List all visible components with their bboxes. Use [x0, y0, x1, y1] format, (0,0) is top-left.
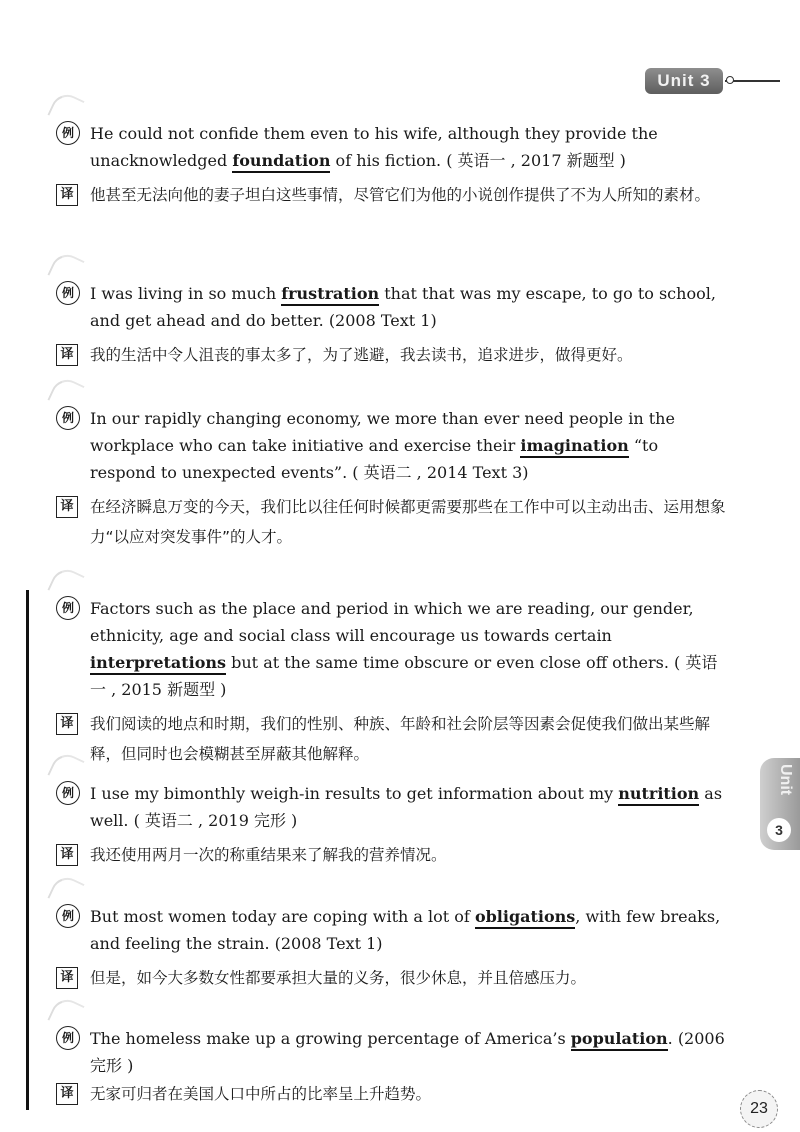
keyword: interpretations	[90, 653, 226, 675]
example-marker-icon: 例	[56, 406, 80, 430]
translation-marker-icon: 译	[56, 844, 78, 866]
translation-marker-icon: 译	[56, 496, 78, 518]
translation-marker-icon: 译	[56, 344, 78, 366]
example-block	[48, 120, 728, 210]
side-unit-word: Unit	[777, 764, 794, 796]
left-margin-bar	[26, 590, 29, 1110]
example-sentence	[48, 280, 728, 334]
translation-text: 但是，如今大多数女性都要承担大量的义务，很少休息，并且倍感压力。	[90, 969, 587, 987]
example-block	[48, 903, 728, 993]
example-block	[48, 405, 728, 552]
translation-text: 我还使用两月一次的称重结果来了解我的营养情况。	[90, 846, 447, 864]
keyword: foundation	[232, 151, 330, 173]
translation	[48, 840, 728, 870]
translation	[48, 709, 728, 769]
side-unit-tab	[760, 758, 800, 850]
translation-text: 他甚至无法向他的妻子坦白这些事情，尽管它们为他的小说创作提供了不为人所知的素材。	[90, 186, 711, 204]
example-block	[48, 780, 728, 870]
translation-text: 我的生活中令人沮丧的事太多了，为了逃避，我去读书，追求进步，做得更好。	[90, 346, 633, 364]
example-block	[48, 1025, 728, 1109]
example-text: But most women today are coping with a lot of	[90, 907, 475, 926]
unit-header-tab: Unit 3	[645, 68, 723, 94]
example-sentence	[48, 903, 728, 957]
translation-text: 无家可归者在美国人口中所占的比率呈上升趋势。	[90, 1085, 432, 1103]
example-marker-icon: 例	[56, 121, 80, 145]
example-sentence	[48, 405, 728, 486]
translation	[48, 340, 728, 370]
example-text: as well. ( 英语二 , 2019 完形 )	[90, 784, 723, 830]
example-text: He could not confide them even to his wife, although they provide the unacknowledged	[90, 124, 658, 170]
translation	[48, 180, 728, 210]
example-text: “to respond to unexpected events”. ( 英语二 , 2014 Text 3)	[90, 436, 659, 482]
example-text: but at the same time obscure or even close off others. ( 英语一 , 2015 新题型 )	[90, 653, 718, 699]
translation-marker-icon: 译	[56, 184, 78, 206]
example-text: . (2006 完形 )	[90, 1029, 725, 1075]
example-sentence	[48, 595, 728, 703]
example-marker-icon: 例	[56, 1026, 80, 1050]
example-marker-icon: 例	[56, 596, 80, 620]
example-marker-icon: 例	[56, 281, 80, 305]
translation-text: 在经济瞬息万变的今天，我们比以往任何时候都更需要那些在工作中可以主动出击、运用想象力“以应对突发事件”的人才。	[90, 498, 726, 546]
example-text: that that was my escape, to go to school, and get ahead and do better. (2008 Text 1)	[90, 284, 716, 330]
example-text: of his fiction. ( 英语一 , 2017 新题型 )	[330, 151, 626, 170]
translation-marker-icon: 译	[56, 1083, 78, 1105]
example-text: I was living in so much	[90, 284, 282, 303]
keyword: population	[571, 1029, 668, 1051]
example-text: , with few breaks, and feeling the strain. (2008 Text 1)	[90, 907, 721, 953]
example-block	[48, 595, 728, 769]
side-unit-number: 3	[767, 818, 791, 842]
example-marker-icon: 例	[56, 904, 80, 928]
keyword: frustration	[281, 284, 379, 306]
keyword: imagination	[520, 436, 628, 458]
example-sentence	[48, 780, 728, 834]
example-text: In our rapidly changing economy, we more than ever need people in the workplace who can take initiative and exercise their	[90, 409, 675, 455]
example-marker-icon: 例	[56, 781, 80, 805]
example-sentence	[48, 1025, 728, 1079]
translation-text: 我们阅读的地点和时期，我们的性别、种族、年龄和社会阶层等因素会促使我们做出某些解释，但同时也会模糊甚至屏蔽其他解释。	[90, 715, 711, 763]
example-text: Factors such as the place and period in which we are reading, our gender, ethnicity, age and social class will encourage us towards certain	[90, 599, 694, 645]
translation-marker-icon: 译	[56, 967, 78, 989]
translation	[48, 492, 728, 552]
keyword: obligations	[475, 907, 575, 929]
translation-marker-icon: 译	[56, 713, 78, 735]
keyword: nutrition	[618, 784, 699, 806]
example-text: The homeless make up a growing percentage of America’s	[90, 1029, 571, 1048]
example-block	[48, 280, 728, 370]
example-text: I use my bimonthly weigh-in results to get information about my	[90, 784, 619, 803]
page-number: 23	[740, 1090, 778, 1128]
header-dot-icon	[726, 76, 734, 84]
translation	[48, 963, 728, 993]
example-sentence	[48, 120, 728, 174]
translation	[48, 1079, 728, 1109]
